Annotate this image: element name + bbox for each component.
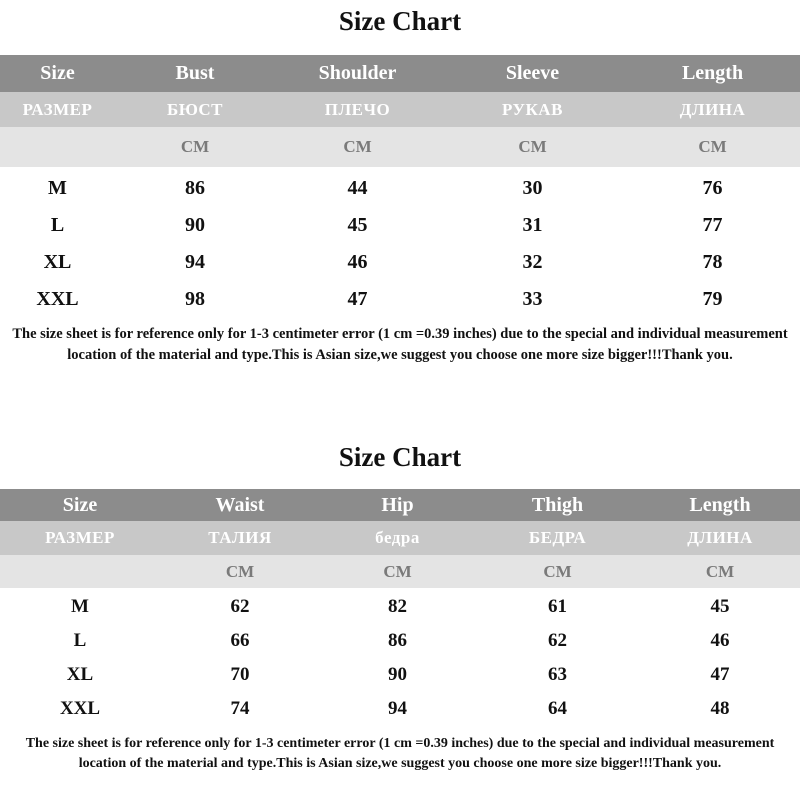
value-cell: 47 [347,288,368,310]
unit-cell: CM [225,561,255,581]
chart-title: Size Chart [338,442,462,472]
value-cell: 70 [230,664,250,685]
header-cell-size: Size [40,62,75,84]
unit-row [0,555,800,588]
value-cell: 46 [347,251,368,273]
value-cell: 46 [710,630,730,651]
size-cell: M [48,177,67,199]
header-cell-waist: Waist [215,493,265,516]
size-cell: M [71,596,89,617]
ru-header-cell: РАЗМЕР [45,528,115,547]
size-cell: XXL [36,288,79,310]
size-chart-bottom [0,432,800,774]
value-cell: 33 [522,288,543,310]
unit-cell: CM [705,561,735,581]
table-body [0,167,800,318]
size-cell: XL [43,251,72,273]
ru-header-cell: бедра [375,528,420,547]
unit-cell: CM [180,137,210,156]
header-cell-hip: Hip [381,493,414,516]
value-cell: 94 [388,698,407,719]
table-row [0,624,800,658]
value-cell: 82 [388,596,407,617]
unit-cell: CM [343,137,372,156]
ru-header-cell: ПЛЕЧО [324,99,391,119]
value-cell: 94 [185,251,205,273]
value-cell: 64 [548,698,567,719]
value-cell: 63 [548,664,567,685]
ru-header-cell: РУКАВ [502,99,563,119]
russian-header-row [0,92,800,127]
value-cell: 45 [347,214,368,236]
ru-header-cell: РАЗМЕР [22,99,93,119]
unit-cell: CM [518,137,547,156]
table-row [0,207,800,244]
value-cell: 62 [548,630,567,651]
ru-header-cell: ТАЛИЯ [208,528,272,547]
table-row [0,590,800,624]
table-row [0,658,800,692]
value-cell: 86 [185,177,205,199]
header-cell-thigh: Thigh [531,493,584,516]
value-cell: 45 [710,596,730,617]
chart-title: Size Chart [338,6,462,36]
value-cell: 47 [710,664,730,685]
value-cell: 90 [185,214,205,236]
size-cell: XXL [59,698,101,719]
size-cell: L [73,630,87,651]
ru-header-cell: БЕДРА [528,528,587,547]
value-cell: 90 [388,664,407,685]
unit-row [0,127,800,167]
unit-cell: CM [698,137,727,156]
size-note: The size sheet is for reference only for 1-3 centimeter error (1 cm =0.39 inches) due to the special and individual measurement location of the material and type.This is Asian size,we suggest you choose one more size bigger!!!Thank you. [12,326,788,363]
header-row [0,489,800,521]
value-cell: 62 [230,596,250,617]
ru-header-cell: ДЛИНА [687,528,753,547]
value-cell: 86 [388,630,407,651]
header-cell-bust: Bust [175,62,215,84]
russian-header-row [0,521,800,555]
table-row [0,170,800,207]
header-row [0,55,800,92]
header-cell-length: Length [681,62,744,84]
value-cell: 31 [522,214,543,236]
size-chart-top [0,0,800,366]
size-cell: L [50,214,65,236]
header-cell-sleeve: Sleeve [505,62,560,84]
table-row [0,244,800,281]
value-cell: 77 [702,214,723,236]
value-cell: 78 [702,251,723,273]
value-cell: 32 [522,251,543,273]
size-cell: XL [66,664,94,685]
value-cell: 74 [230,698,250,719]
table-row [0,692,800,726]
unit-cell: CM [543,561,572,581]
table-row [0,281,800,318]
value-cell: 76 [702,177,723,199]
value-cell: 48 [710,698,730,719]
header-cell-shoulder: Shoulder [318,62,397,84]
header-cell-length: Length [689,493,751,516]
value-cell: 44 [347,177,368,199]
value-cell: 61 [548,596,567,617]
value-cell: 79 [702,288,723,310]
value-cell: 66 [230,630,250,651]
value-cell: 98 [185,288,205,310]
ru-header-cell: ДЛИНА [679,99,746,119]
value-cell: 30 [522,177,543,199]
header-cell-size: Size [62,493,98,516]
table-body [0,588,800,726]
size-note: The size sheet is for reference only for 1-3 centimeter error (1 cm =0.39 inches) due to the special and individual measurement location of the material and type.This is Asian size,we suggest you choose one more size bigger!!!Thank you. [25,736,775,771]
unit-cell: CM [383,561,412,581]
ru-header-cell: БЮСТ [167,99,223,119]
